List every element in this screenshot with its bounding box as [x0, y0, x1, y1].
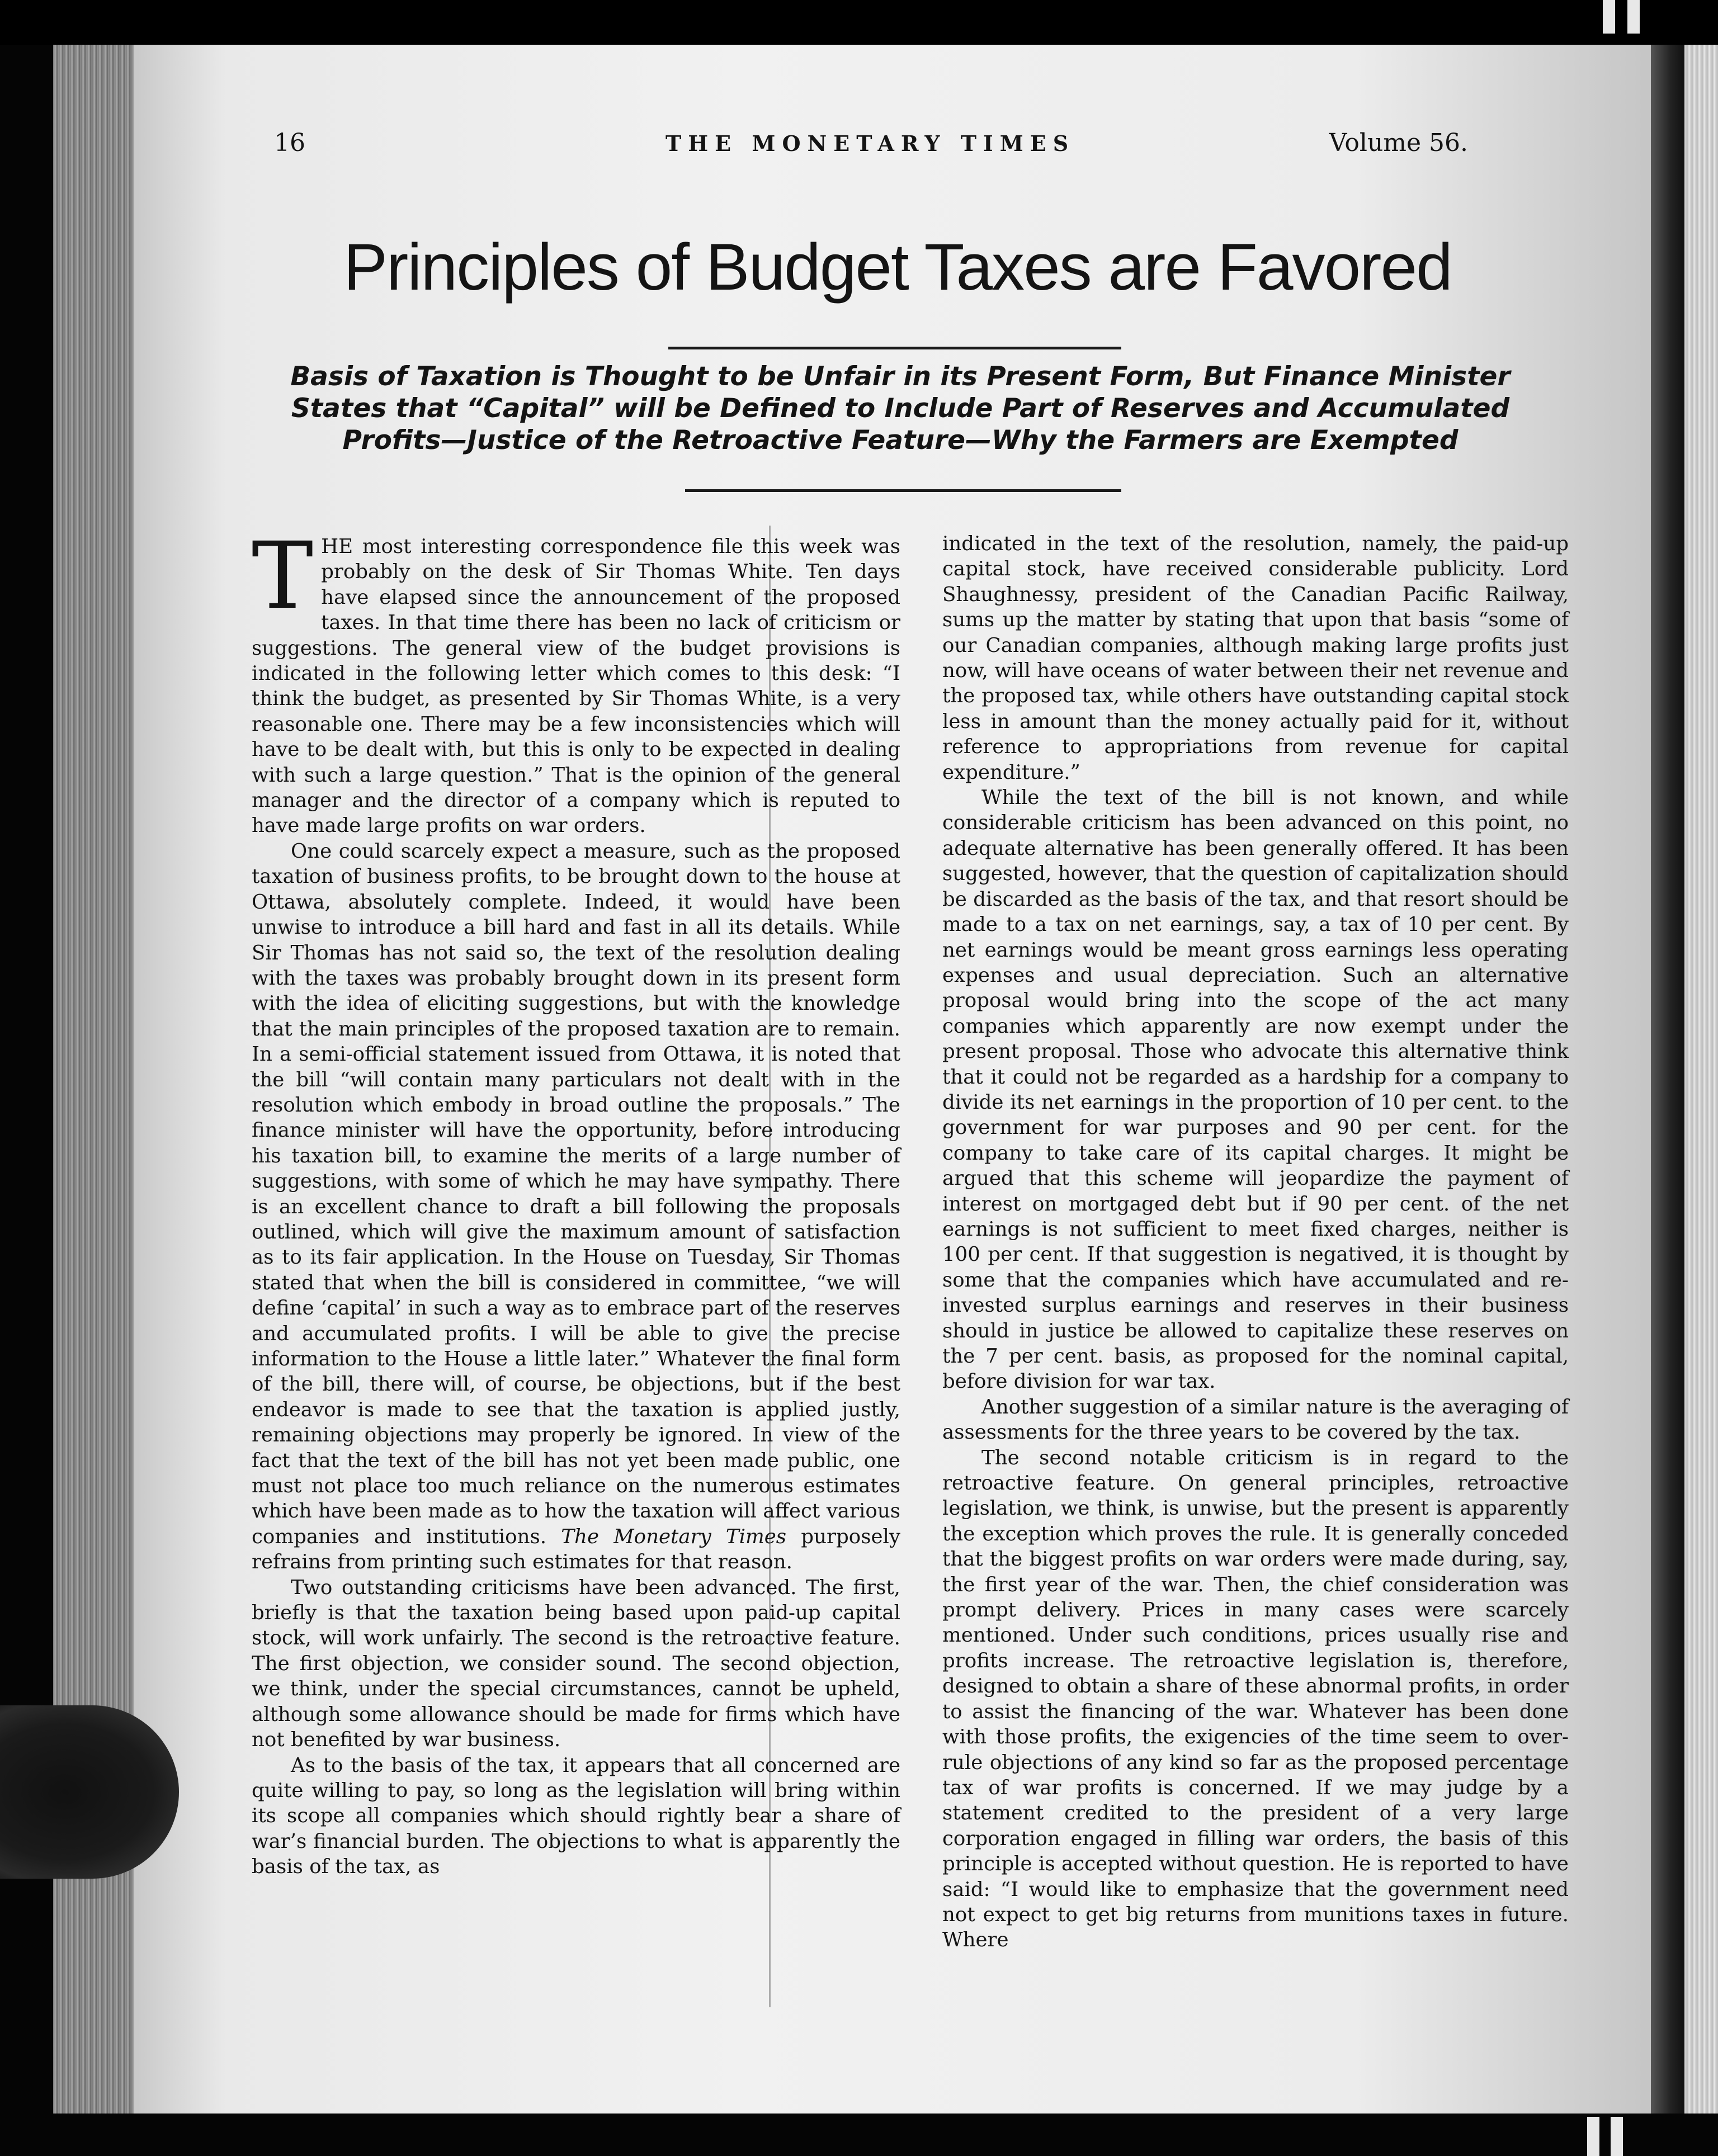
film-sprocket-mark	[1587, 2117, 1599, 2156]
thumb-shadow	[0, 1705, 179, 1879]
volume-label: Volume 56.	[1329, 129, 1468, 157]
paragraph-text: purposely refrains from printing such estimates for that reason.	[252, 1525, 900, 1574]
paragraph	[252, 522, 900, 839]
deck-rule-bottom	[685, 489, 1121, 492]
film-sprocket-mark	[1603, 0, 1615, 34]
paragraph-text: HE most interesting correspondence file this week was probably on the desk of Sir Thomas White. Ten days have elapsed since the announcement of the proposed taxes. In that time there has been no lack of criticism or suggestions. The general view of the budget provisions is indicated in the following letter which comes to this desk: “I think the budget, as presented by Sir Thomas White, is a very reasonable one. There may be a few inconsistencies which will have to be dealt with, but this is only to be expected in dealing with such a large question.” That is the opinion of the general manager and the director of a company which is reputed to have made large profits on war orders.	[252, 535, 900, 838]
article-title: Principles of Budget Taxes are Favored	[343, 230, 1452, 304]
scan-frame-top	[0, 0, 1718, 45]
paragraph: As to the basis of the tax, it appears that all concerned are quite willing to pay, so long as the legislation will bring within its scope all companies which should rightly bear a share of war’s financial burden. The objections to what is apparently the basis of the tax, as	[252, 1753, 900, 1879]
deck-line: States that “Capital” will be Defined to Include Part of Reserves and Accumulated	[291, 393, 1510, 424]
article-deck	[218, 361, 1583, 456]
paragraph: Another suggestion of a similar nature is the averaging of assessments for the three years to be covered by the tax.	[942, 1395, 1569, 1444]
paragraph: The second notable criticism is in regard to the retroactive feature. On general principles, retroactive legislation, we think, is unwise, but the present is apparently the exception which proves the rule. It is generally conceded that the biggest profits on war orders were made during, say, the first year of the war. Then, the chief consideration was prompt delivery. Prices in many cases were scarcely mentioned. Under such conditions, prices usually rise and profits increase. The retroactive legislation is, therefore, designed to obtain a share of these abnormal profits, in order to assist the financing of the war. Whatever has been done with those profits, the exigencies of the time seem to over-rule objections of any kind so far as the proposed percentage tax of war profits is concerned. If we may judge by a statement credited to the president of a very large corporation engaged in filling war orders, the basis of this principle is accepted without question. He is reported to have said: “I would like to emphasize that the government need not expect to get big returns from munitions taxes in future. Where	[942, 1446, 1569, 1952]
deck-line: Profits—Justice of the Retroactive Feature—Why the Farmers are Exempted	[342, 425, 1459, 456]
book-gutter-shadow	[1651, 45, 1684, 2114]
facing-page-edge	[1684, 45, 1718, 2114]
right-column	[942, 531, 1569, 1953]
paragraph: Two outstanding criticisms have been advanced. The first, briefly is that the taxation being based upon paid-up capital stock, will work unfairly. The second is the retroactive feature. The first objection, we consider sound. The second objection, we think, under the special circumstances, cannot be upheld, although some allowance should be made for firms which have not benefited by war business.	[252, 1576, 900, 1752]
title-rule-top	[668, 347, 1121, 349]
running-header	[134, 129, 1661, 168]
film-sprocket-mark	[1627, 0, 1640, 34]
magazine-page	[134, 45, 1661, 2114]
publication-name: THE MONETARY TIMES	[666, 131, 1075, 156]
paragraph	[252, 839, 900, 1575]
drop-cap: T	[252, 522, 314, 630]
paragraph: indicated in the text of the resolution, namely, the paid-up capital stock, have received considerable publicity. Lord Shaughnessy, president of the Canadian Pacific Railway, sums up the matter by stating that upon that basis “some of our Canadian companies, although making large profits just now, will have oceans of water between their net revenue and the proposed tax, while others have outstanding capital stock less in amount than the money actually paid for it, without reference to appropriations from revenue for capital expenditure.”	[942, 532, 1569, 784]
paragraph: While the text of the bill is not known, and while considerable criticism has been advanced on this point, no adequate alternative has been generally offered. It has been suggested, however, that the question of capitalization should be discarded as the basis of the tax, and that resort should be made to a tax on net earnings, say, a tax of 10 per cent. By net earnings would be meant gross earnings less operating expenses and usual depreciation. Such an alternative proposal would bring into the scope of the act many companies which apparently are now exempt under the present proposal. Those who advocate this alternative think that it could not be regarded as a hardship for a company to divide its net earnings in the proportion of 10 per cent. to the government for war purposes and 90 per cent. for the company to take care of its capital charges. It might be argued that this scheme will jeopardize the payment of interest on mortgaged debt but if 90 per cent. of the net earnings is not sufficient to meet fixed charges, neither is 100 per cent. If that suggestion is negatived, it is thought by some that the companies which have accumulated and re-invested surplus earnings and reserves in their business should in justice be allowed to capitalize these reserves on the 7 per cent. basis, as proposed for the nominal capital, before division for war tax.	[942, 786, 1569, 1393]
deck-line: Basis of Taxation is Thought to be Unfair in its Present Form, But Finance Minister	[290, 361, 1511, 392]
publication-reference: The Monetary Times	[561, 1525, 787, 1548]
left-column	[252, 522, 900, 1880]
film-sprocket-mark	[1611, 2117, 1623, 2156]
page-number: 16	[274, 129, 305, 157]
paragraph-text: One could scarcely expect a measure, such as the proposed taxation of business profits, to be brought down to the house at Ottawa, absolutely complete. Indeed, it would have been unwise to introduce a bill hard and fast in all its details. While Sir Thomas has not said so, the text of the resolution dealing with the taxes was probably brought down in its present form with the idea of eliciting suggestions, but with the knowledge that the main principles of the proposed taxation are to remain. In a semi-official statement issued from Ottawa, it is noted that the bill “will contain many particulars not dealt with in the resolution which embody in broad outline the proposals.” The finance minister will have the opportunity, before introducing his taxation bill, to examine the merits of a large number of suggestions, with some of which he may have sympathy. There is an excellent chance to draft a bill following the proposals outlined, which will give the maximum amount of satisfaction as to its fair application. In the House on Tuesday, Sir Thomas stated that when the bill is considered in committee, “we will define ‘capital’ in such a way as to embrace part of the reserves and accumulated profits. I will be able to give the precise information to the House a little later.” Whatever the final form of the bill, there will, of course, be objections, but if the best endeavor is made to see that the taxation is applied justly, remaining objections may properly be ignored. In view of the fact that the text of the bill has not yet been made public, one must not place too much reliance on the numerous estimates which have been made as to how the taxation will affect various companies and institutions.	[252, 839, 900, 1548]
